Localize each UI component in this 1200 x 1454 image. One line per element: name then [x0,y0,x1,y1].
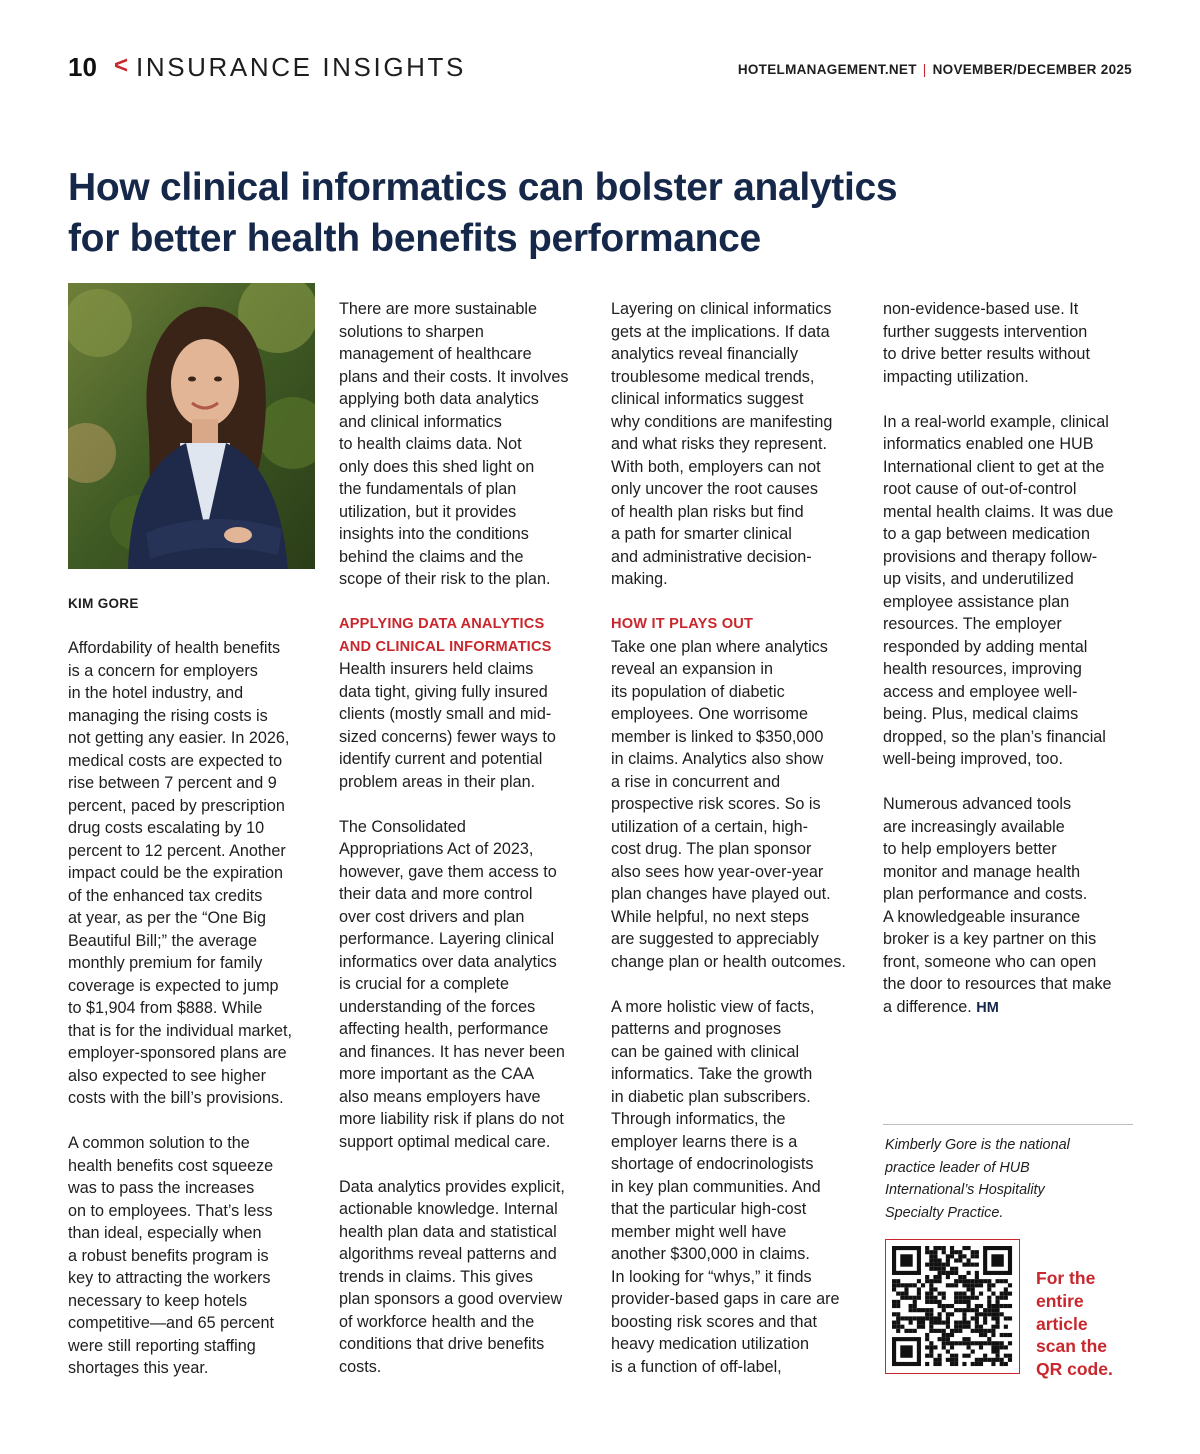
text-line: broker is a key partner on this [883,930,1097,948]
text-line: making. [611,570,668,588]
text-line: management of healthcare [339,345,532,363]
text-line: reveal an expansion in [611,660,773,678]
text-line [883,996,1135,1020]
text-line: why conditions are manifesting [611,412,833,431]
header-divider: | [922,62,927,77]
text-line: health benefits cost squeeze [68,1156,274,1175]
text-line: clinical informatics suggest [611,390,804,408]
text-line: well-being improved, too. [883,750,1063,768]
text-line: solutions to sharpen [339,322,484,341]
paragraph-gap [339,1153,591,1176]
column-1 [68,637,318,1380]
text-line: gets at the implications. If data [611,322,830,341]
text-line: affecting health, performance [339,1020,549,1038]
text-line: up visits, and underutilized [883,570,1074,588]
text-line: can be gained with clinical [611,1042,800,1061]
text-line: shortages this year. [68,1359,209,1377]
text-line: competitive—and 65 percent [68,1314,275,1332]
text-line: practice leader of HUB [885,1159,1030,1176]
byline: KIM GORE [68,596,139,611]
page-header [68,48,1132,88]
text-line: employee assistance plan [883,592,1070,611]
text-line: Numerous advanced tools [883,795,1072,813]
text-line: of the enhanced tax credits [68,886,263,905]
paragraph-gap [68,1110,318,1133]
text-line: understanding of the forces [339,997,536,1016]
text-line: are increasingly available [883,817,1065,836]
text-line: not getting any easier. In 2026, [68,729,290,747]
text-line: of workforce health and the [339,1312,535,1331]
text-line: and administrative decision- [611,547,812,566]
issue-date: NOVEMBER/DECEMBER 2025 [932,62,1132,77]
paragraph-gap [883,388,1135,411]
text-line: sized concerns) fewer ways to [339,727,556,746]
text-line: problem areas in their plan. [339,772,536,791]
text-line: For the [1036,1268,1096,1288]
text-line: Appropriations Act of 2023, [339,840,534,858]
text-line: is a concern for employers [68,661,258,680]
text-line: In a real-world example, clinical [883,412,1109,431]
column-3 [611,298,863,1378]
text-line: more liability risk if plans do not [339,1110,564,1128]
text-line: was to pass the increases [68,1179,255,1197]
text-line: at year, as per the “One Big [68,909,266,927]
text-line: Health insurers held claims [339,660,534,678]
text-line: however, gave them access to [339,862,557,881]
text-line: percent, paced by prescription [68,796,285,815]
text-line: article [1036,1313,1088,1334]
text-line: to help employers better [883,840,1057,858]
text-line: and what risks they represent. [611,435,827,453]
text-line: member might well have [611,1222,787,1241]
column-4 [883,298,1135,1019]
text-line: informatics. Take the growth [611,1065,813,1083]
col4-body [883,298,1135,996]
qr-code-icon[interactable] [885,1239,1020,1374]
text-line: While helpful, no next steps [611,907,809,926]
text-line: plan performance and costs. [883,885,1088,903]
text-line: heavy medication utilization [611,1335,809,1353]
text-line: front, someone who can open [883,952,1097,971]
text-line: in claims. Analytics also show [611,750,824,768]
text-line: percent to 12 percent. Another [68,841,286,860]
text-line: only uncover the root causes [611,480,818,498]
signoff-mark: HM [976,999,999,1016]
text-line: There are more sustainable [339,300,537,318]
text-line: being. Plus, medical claims [883,705,1079,723]
text-line: algorithms reveal patterns and [339,1245,557,1263]
text-line: health resources, improving [883,660,1082,678]
text-line: that the particular high-cost [611,1200,807,1218]
text-line: QR code. [1036,1359,1113,1380]
text-line: in the hotel industry, and [68,684,244,702]
text-line: only does this shed light on [339,457,535,476]
page-number: 10 [68,52,97,82]
text-line: analytics reveal financially [611,345,799,363]
text-line: the door to resources that make [883,975,1112,993]
text-line: the fundamentals of plan [339,480,517,498]
text-line: International client to get at the [883,457,1105,476]
text-line: Kimberly Gore is the national [885,1137,1070,1153]
text-line: behind the claims and the [339,547,524,566]
text-line: also sees how year-over-year [611,862,824,881]
text-line: to drive better results without [883,345,1090,363]
text-line: member is linked to $350,000 [611,727,824,746]
subheading-how-it-plays-out [611,613,863,636]
text-line: drug costs escalating by 10 [68,819,265,837]
text-line: informatics enabled one HUB [883,435,1094,453]
col2-intro [339,298,591,591]
text-line: plans and their costs. It involves [339,367,569,386]
text-line: The Consolidated [339,817,466,836]
text-line: insights into the conditions [339,525,529,543]
text-line: impact could be the expiration [68,864,284,882]
text-line: were still reporting staffing [68,1336,256,1355]
text-line: data tight, giving fully insured [339,682,548,701]
text-line: is crucial for a complete [339,975,510,993]
text-line: performance. Layering clinical [339,930,555,948]
text-line: is a function of off-label, [611,1357,782,1376]
text-line: boosting risk scores and that [611,1312,818,1331]
text-line: utilization, but it provides [339,502,517,521]
text-line: patterns and prognoses [611,1020,782,1038]
text-line: Data analytics provides explicit, [339,1177,565,1196]
text-line: scan the [1036,1336,1107,1357]
text-line: A knowledgeable insurance [883,907,1081,926]
bio-divider [883,1124,1133,1125]
text-line: plan changes have played out. [611,885,831,903]
paragraph-gap [611,591,863,614]
text-line: In looking for “whys,” it finds [611,1267,812,1286]
subheading-line: APPLYING DATA ANALYTICS [339,616,545,632]
text-line: key to attracting the workers [68,1269,271,1287]
chevron-left-icon: < [114,52,129,79]
text-line: Through informatics, the [611,1110,786,1128]
author-bio [885,1134,1135,1224]
text-line: necessary to keep hotels [68,1291,248,1310]
text-line: scope of their risk to the plan. [339,570,551,588]
qr-callout [1036,1267,1113,1381]
text-line: resources. The employer [883,615,1062,633]
section-title: INSURANCE INSIGHTS [136,52,466,82]
col2-body [339,658,591,1378]
text-line: medical costs are expected to [68,751,283,770]
text-line: identify current and potential [339,750,543,768]
text-line: managing the rising costs is [68,706,268,725]
text-line: are suggested to appreciably [611,930,819,948]
text-line: than ideal, especially when [68,1224,262,1242]
text-line: responded by adding mental [883,637,1088,656]
header-publication-info [738,62,1132,77]
text-line: monthly premium for family [68,954,263,972]
subheading-line: HOW IT PLAYS OUT [611,616,754,632]
text-line: change plan or health outcomes. [611,952,846,971]
text-line: employees. One worrisome [611,705,809,723]
text-line: a robust benefits program is [68,1246,269,1265]
text-line: and finances. It has never been [339,1042,565,1061]
author-photo [68,283,315,569]
text-line: shortage of endocrinologists [611,1155,814,1173]
text-line: in diabetic plan subscribers. [611,1087,811,1106]
text-line: prospective risk scores. So is [611,795,821,813]
text-line: coverage is expected to jump [68,976,279,995]
text-line: support optimal medical care. [339,1132,551,1151]
text-line: access and employee well- [883,682,1078,701]
text-line: in key plan communities. And [611,1177,821,1196]
text-line: With both, employers can not [611,457,821,476]
paragraph-gap [339,793,591,816]
subheading-line: AND CLINICAL INFORMATICS [339,638,552,655]
text-line: health plan data and statistical [339,1222,557,1241]
paragraph-gap [883,771,1135,794]
text-line: costs. [339,1357,382,1376]
text-line: costs with the bill’s provisions. [68,1089,284,1107]
text-line: also means employers have [339,1087,541,1106]
text-line: to a gap between medication [883,525,1090,543]
text-line: cost drug. The plan sponsor [611,840,812,858]
article-headline [68,162,1068,264]
site-name[interactable]: HOTELMANAGEMENT.NET [737,62,917,77]
text-line: more important as the CAA [339,1065,535,1083]
text-line: provider-based gaps in care are [611,1290,840,1308]
text-line: clients (mostly small and mid- [339,705,552,723]
text-line: of health plan risks but find [611,502,804,521]
column-2 [339,298,591,1378]
text-line: International’s Hospitality [885,1182,1045,1199]
text-line: employer-sponsored plans are [68,1044,287,1062]
text-line: utilization of a certain, high- [611,817,809,836]
text-line: further suggests intervention [883,322,1088,341]
text-line: informatics over data analytics [339,952,557,971]
text-line: Beautiful Bill;” the average [68,931,257,950]
text-line: their data and more control [339,885,533,903]
headline-line: How clinical informatics can bolster analytics [68,166,898,209]
text-line: impacting utilization. [883,367,1029,386]
text-line: conditions that drive benefits [339,1335,545,1353]
text-line: to $1,904 from $888. While [68,999,263,1017]
text-line: root cause of out-of-control [883,480,1077,498]
text-line: A common solution to the [68,1134,250,1152]
text-line: mental health claims. It was due [883,502,1114,521]
text-line: applying both data analytics [339,390,539,408]
text-line: a path for smarter clinical [611,525,792,543]
text-line: troublesome medical trends, [611,367,815,386]
text-line: rise between 7 percent and 9 [68,774,277,792]
text-line: to health claims data. Not [339,435,522,453]
text-line: A more holistic view of facts, [611,997,815,1016]
text-line: another $300,000 in claims. [611,1245,810,1263]
text-line: also expected to see higher [68,1066,266,1085]
text-line: that is for the individual market, [68,1021,293,1040]
text-line: Layering on clinical informatics [611,300,832,318]
closing-text: a difference. [883,997,972,1016]
text-line: provisions and therapy follow- [883,547,1098,566]
text-line: trends in claims. This gives [339,1267,534,1286]
text-line: dropped, so the plan’s financial [883,727,1106,746]
text-line: a rise in concurrent and [611,772,781,791]
text-line: employer learns there is a [611,1132,798,1151]
col3-body [611,636,863,1379]
col3-intro [611,298,863,591]
text-line: Take one plan where analytics [611,637,828,656]
text-line: on to employees. That’s less [68,1201,273,1220]
text-line: actionable knowledge. Internal [339,1200,558,1218]
text-line: plan sponsors a good overview [339,1290,563,1308]
text-line: monitor and manage health [883,862,1081,881]
subheading-applying-data-analytics [339,613,591,658]
text-line: entire [1036,1290,1084,1311]
text-line: over cost drivers and plan [339,907,525,926]
paragraph-gap [611,973,863,996]
text-line: Affordability of health benefits [68,639,281,657]
text-line: Specialty Practice. [885,1204,1004,1221]
text-line: its population of diabetic [611,682,785,701]
text-line: and clinical informatics [339,412,502,431]
text-line: non-evidence-based use. It [883,300,1079,318]
paragraph-gap [339,591,591,614]
headline-line: for better health benefits performance [68,217,761,260]
